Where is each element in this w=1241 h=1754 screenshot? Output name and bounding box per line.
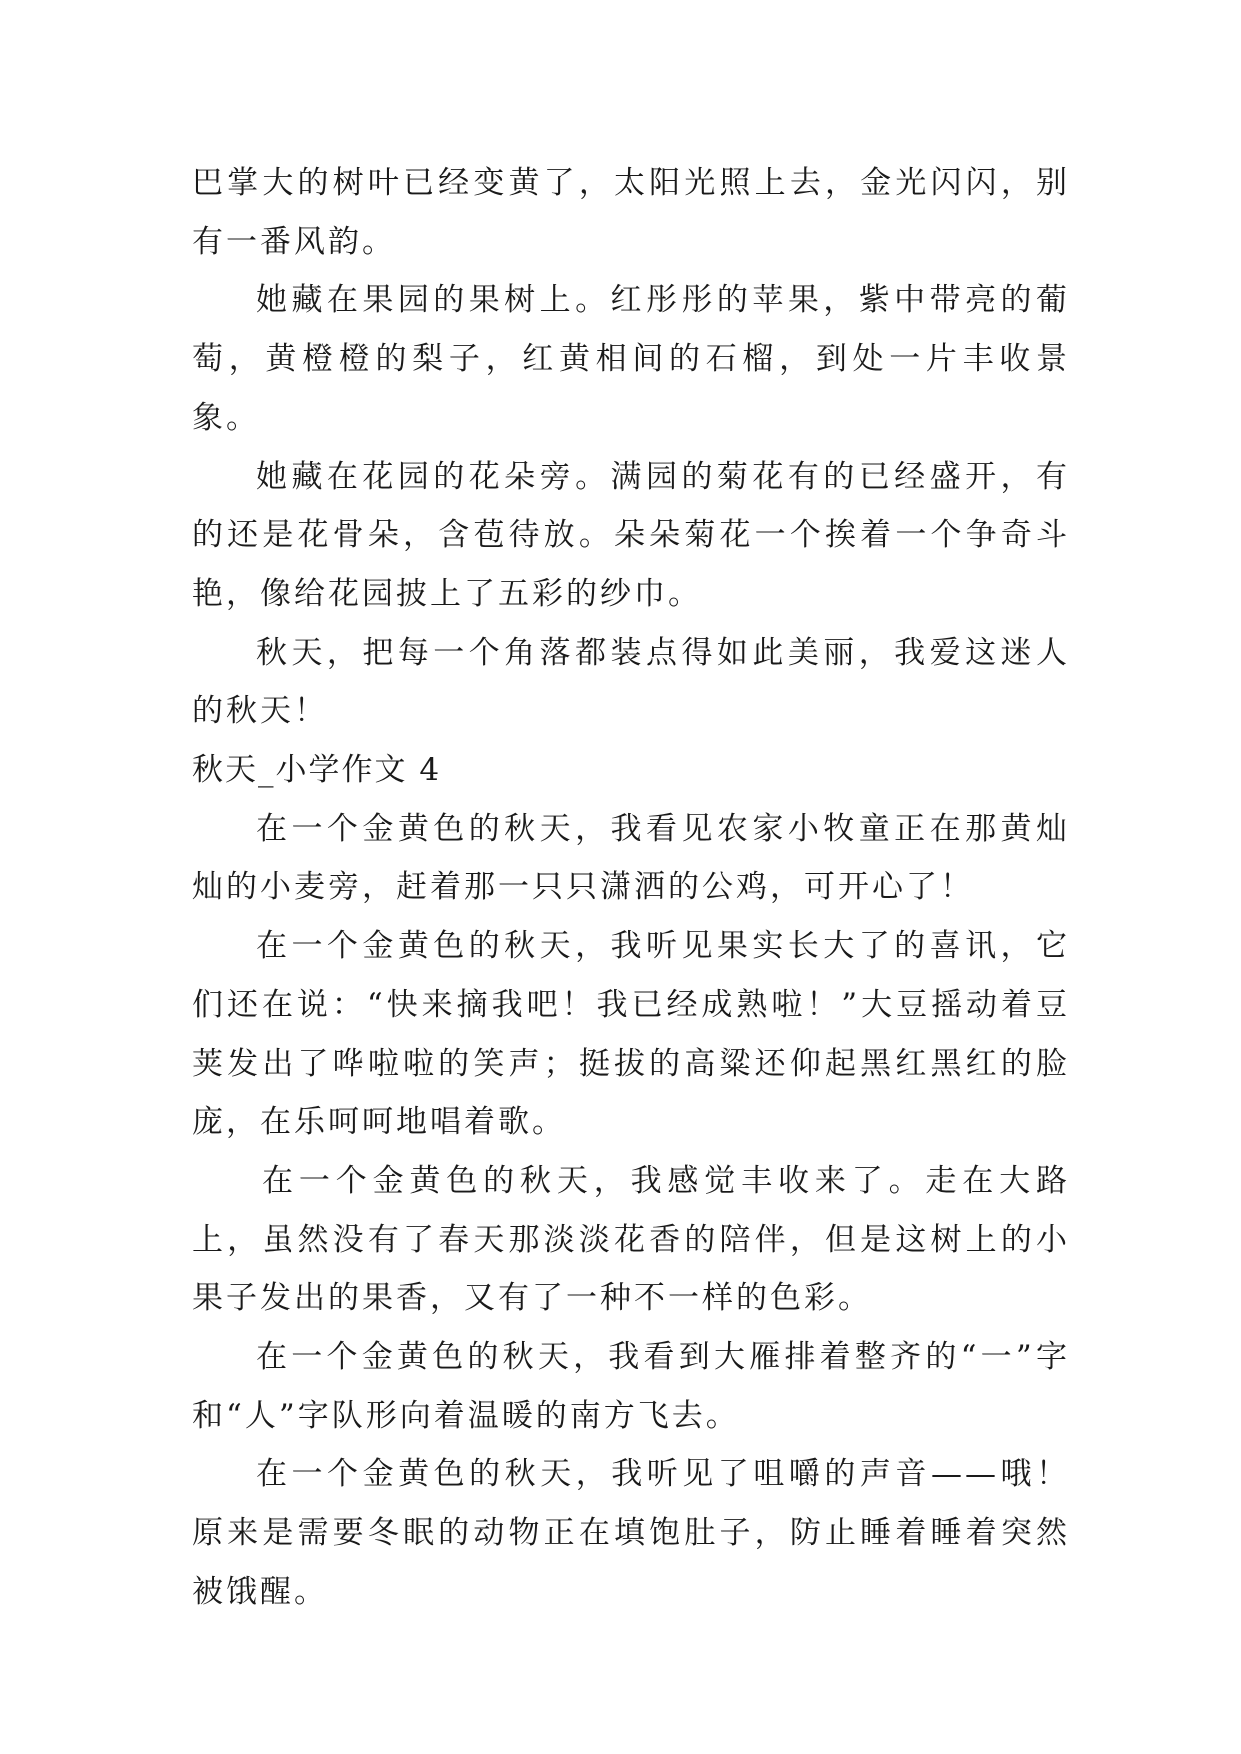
paragraph: 在一个金黄色的秋天，我看到大雁排着整齐的“一”字和“人”字队形向着温暖的南方飞去。	[192, 1339, 1070, 1434]
paragraph: 她藏在果园的果树上。红彤彤的苹果，紫中带亮的葡萄，黄橙橙的梨子，红黄相间的石榴，到处一片丰收景象。	[192, 282, 1070, 436]
paragraph: 巴掌大的树叶已经变黄了，太阳光照上去，金光闪闪，别有一番风韵。	[192, 165, 1070, 260]
paragraph: 秋天，把每一个角落都装点得如此美丽，我爱这迷人的秋天！	[192, 634, 1070, 730]
paragraph: 在一个金黄色的秋天，我听见果实长大了的喜讯，它们还在说：“快来摘我吧！我已经成熟啦！”大豆摇动着豆荚发出了哗啦啦的笑声；挺拔的高粱还仰起黑红黑红的脸庞，在乐呵呵地唱着歌。	[192, 928, 1070, 1141]
paragraph: 在一个金黄色的秋天，我感觉丰收来了。走在大路上，虽然没有了春天那淡淡花香的陪伴，但是这树上的小果子发出的果香，又有了一种不一样的色彩。	[192, 1162, 1070, 1317]
paragraph: 在一个金黄色的秋天，我看见农家小牧童正在那黄灿灿的小麦旁，赶着那一只只潇洒的公鸡，可开心了！	[192, 810, 1070, 906]
section-title: 秋天_小学作文 4	[192, 752, 442, 789]
paragraph: 在一个金黄色的秋天，我听见了咀嚼的声音——哦！原来是需要冬眠的动物正在填饱肚子，防止睡着睡着突然被饿醒。	[192, 1456, 1070, 1610]
paragraph: 她藏在花园的花朵旁。满园的菊花有的已经盛开，有的还是花骨朵，含苞待放。朵朵菊花一个挨着一个争奇斗艳，像给花园披上了五彩的纱巾。	[192, 458, 1070, 612]
document-body	[192, 154, 1070, 1622]
